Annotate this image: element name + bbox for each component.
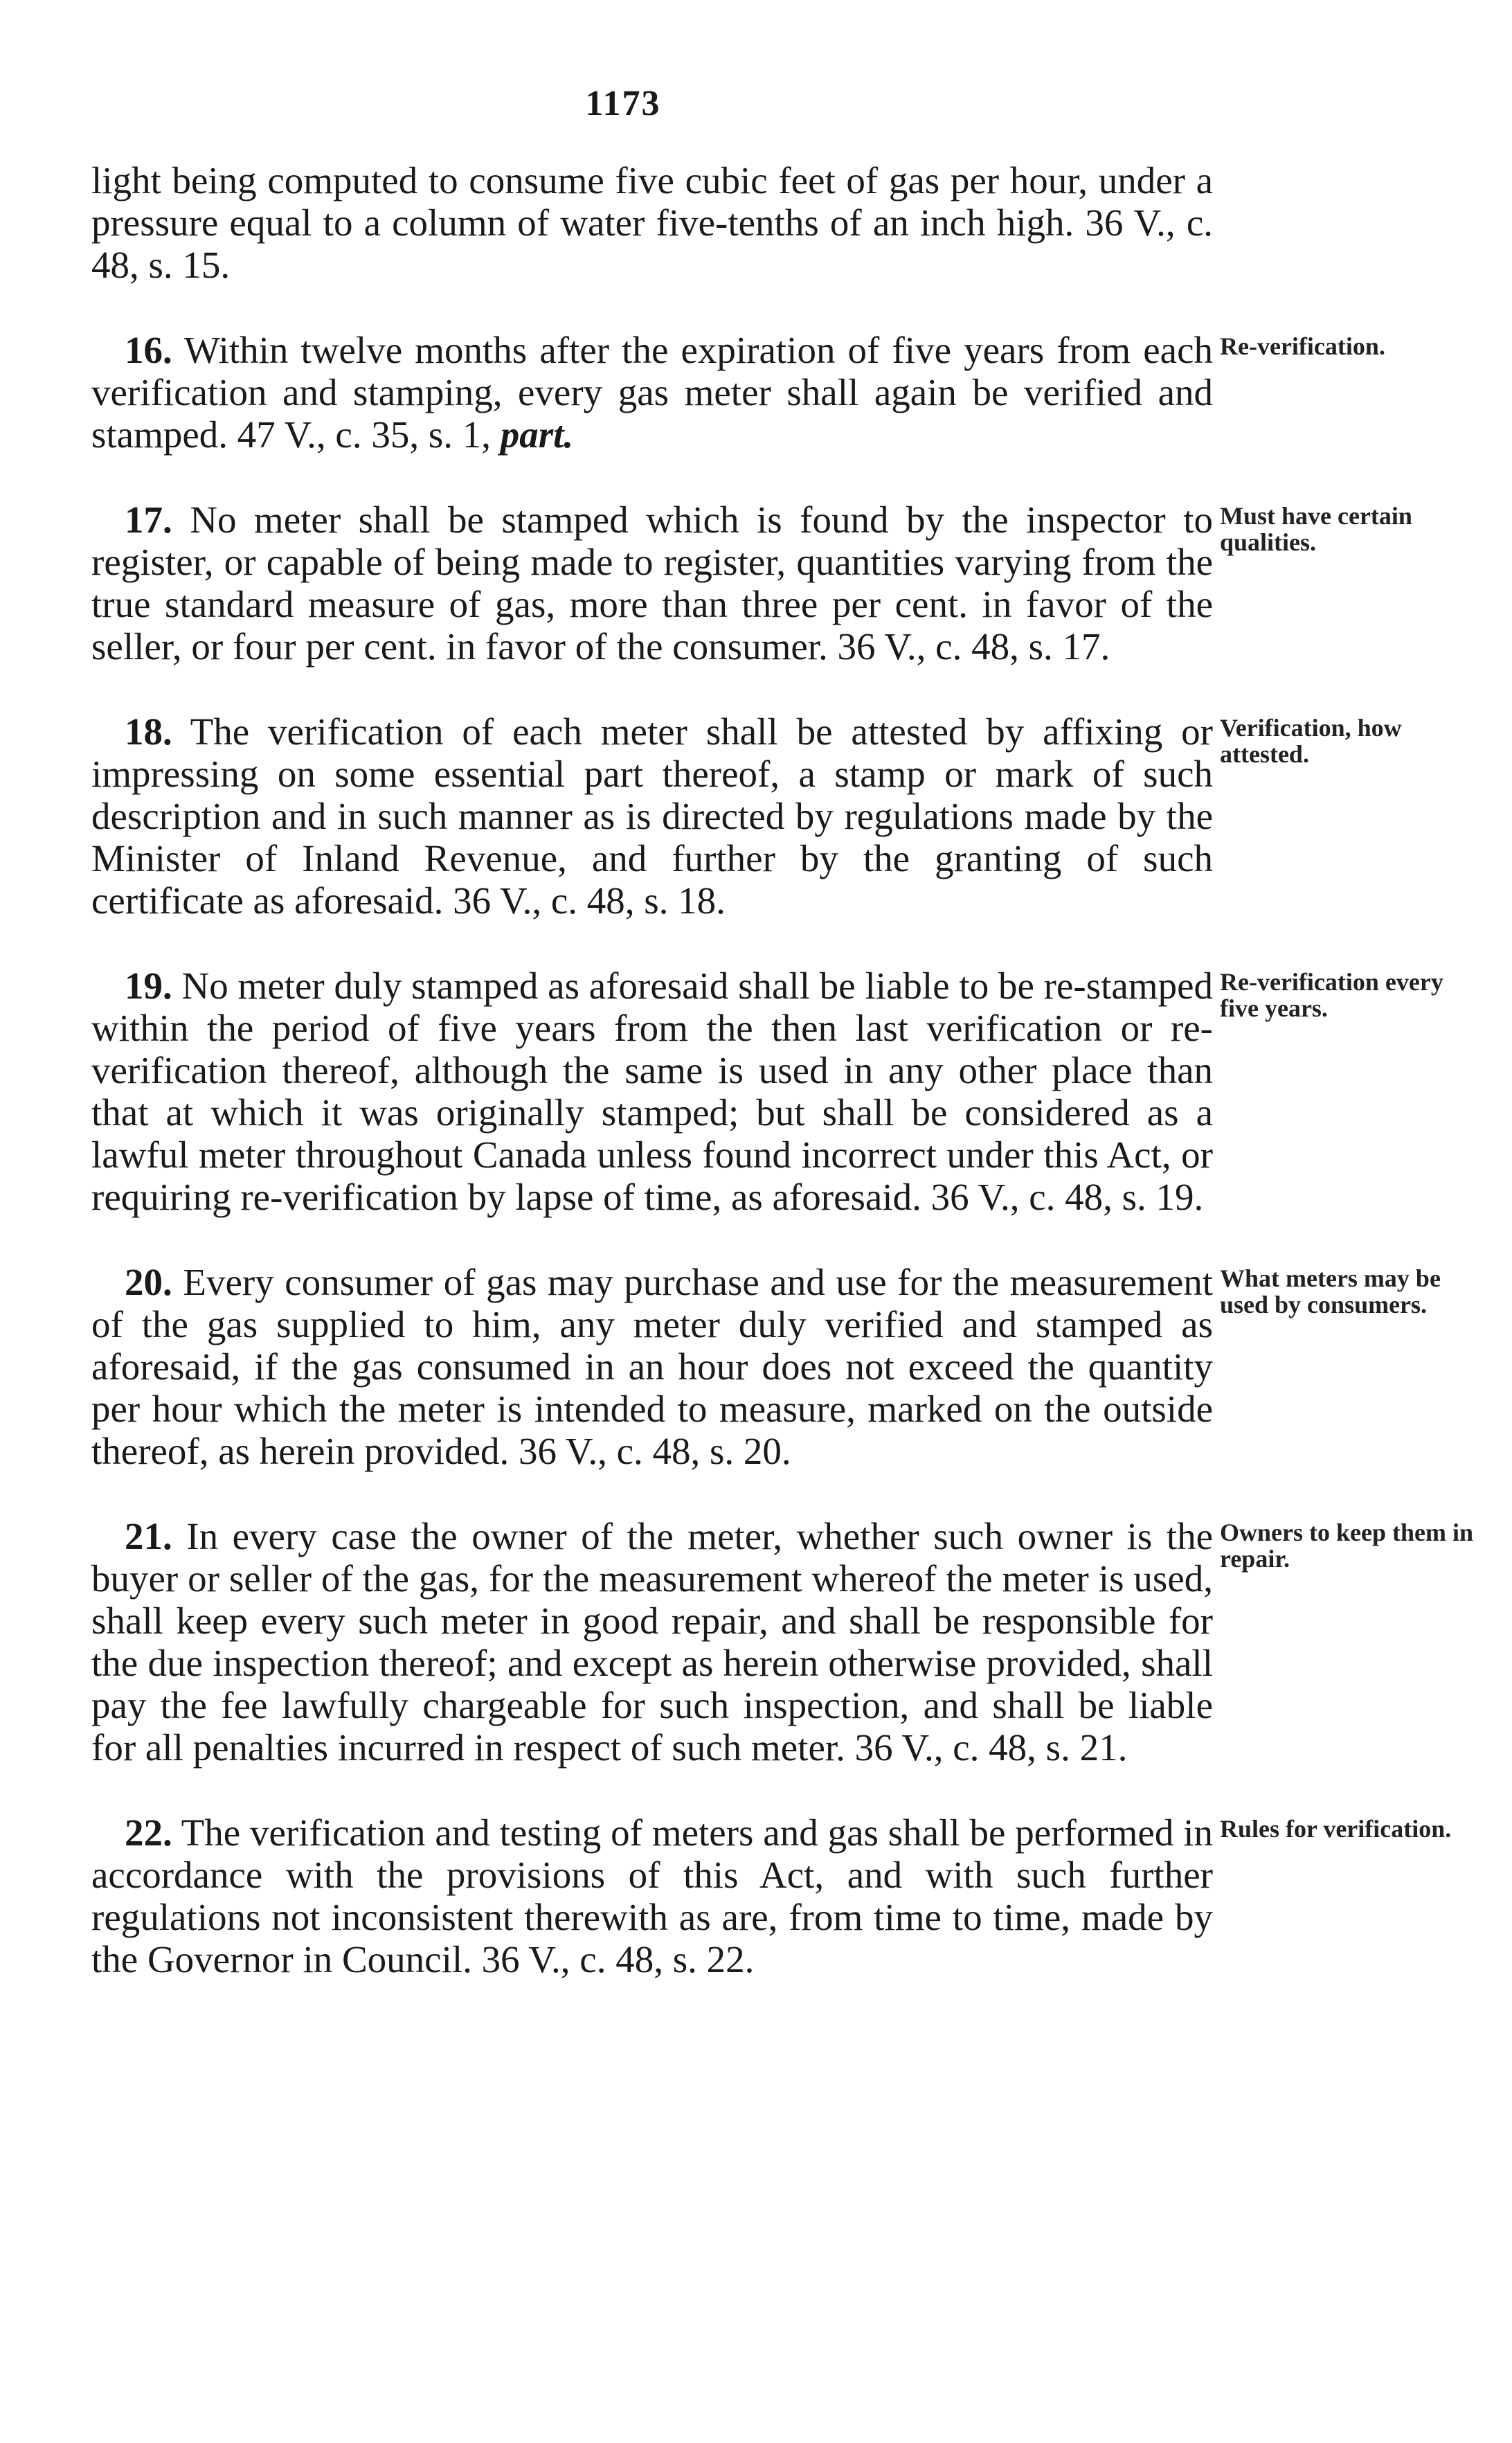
section-16-tail: part.: [500, 413, 574, 456]
section-19-number: 19.: [125, 965, 172, 1007]
page-number: 1173: [585, 84, 661, 123]
section-17-text: [91, 499, 1213, 668]
section-20-number: 20.: [125, 1261, 172, 1303]
section-20-body: Every consumer of gas may purchase and use for the measurement of the gas supplied to him, any meter duly verified and stamped as aforesaid, if the gas consumed in an hour does not exceed the quantity per hour which the meter is intended to measure, marked on the outside thereof, as herein provided. 36 V., c. 48, s. 20.: [91, 1261, 1214, 1472]
margin-note-17: Must have certain qualities.: [1220, 502, 1412, 556]
section-16-number: 16.: [125, 329, 172, 371]
margin-note-16: Re-verification.: [1220, 332, 1385, 360]
statute-text-column: [91, 159, 1473, 1980]
section-17: [91, 499, 1412, 668]
section-17-number: 17.: [125, 499, 172, 541]
opening-text: light being computed to consume five cubic feet of gas per hour, under a pressure equal to a column of water five-tenths of an inch high. 36 V., c. 48, s. 15.: [91, 159, 1213, 286]
margin-note-21: Owners to keep them in repair.: [1220, 1519, 1473, 1573]
section-16-body: Within twelve months after the expiration of five years from each verification and stamping, every gas meter shall again be verified and stamped. 47 V., c. 35, s. 1,: [91, 329, 1213, 456]
section-21: [91, 1515, 1473, 1769]
section-19-text: [91, 965, 1213, 1218]
section-16: [91, 329, 1385, 456]
margin-note-18: Verification, how attested.: [1220, 714, 1402, 768]
section-16-text: [91, 329, 1213, 456]
section-18-number: 18.: [125, 710, 172, 753]
section-22-number: 22.: [125, 1811, 172, 1854]
section-21-text: [91, 1515, 1213, 1769]
section-17-body: No meter shall be stamped which is found by the inspector to register, or capable of being made to register, quantities varying from the true standard measure of gas, more than three per cent. in favor of the seller, or four per cent. in favor of the consumer. 36 V., c. 48, s. 17.: [91, 499, 1213, 668]
section-20-text: [91, 1261, 1213, 1472]
margin-note-20: What meters may be used by consumers.: [1220, 1264, 1441, 1318]
section-19-body: No meter duly stamped as aforesaid shall be liable to be re-stamped within the period of five years from the then last verification or re-verification thereof, although the same is used in any other place than that at which it was originally stamped; but shall be considered as a lawful meter throughout Canada unless found incorrect under this Act, or requiring re-verification by lapse of time, as aforesaid. 36 V., c. 48, s. 19.: [91, 965, 1214, 1218]
margin-note-22: Rules for verification.: [1220, 1815, 1452, 1843]
margin-note-19: Re-verification every five years.: [1220, 968, 1443, 1022]
section-22-text: [91, 1811, 1213, 1980]
section-18-text: [91, 710, 1213, 922]
section-19: [91, 965, 1443, 1218]
section-21-number: 21.: [125, 1515, 172, 1557]
section-20: [91, 1261, 1441, 1472]
section-18-body: The verification of each meter shall be attested by affixing or impressing on some essential part thereof, a stamp or mark of such description and in such manner as is directed by regulations made by the Minister of Inland Revenue, and further by the granting of such certificate as aforesaid. 36 V., c. 48, s. 18.: [91, 710, 1213, 922]
section-18: [91, 710, 1402, 922]
section-21-body: In every case the owner of the meter, whether such owner is the buyer or seller of the gas, for the measurement whereof the meter is used, shall keep every such meter in good repair, and shall be responsible for the due inspection thereof; and except as herein otherwise provided, shall pay the fee lawfully chargeable for such inspection, and shall be liable for all penalties incurred in respect of such meter. 36 V., c. 48, s. 21.: [91, 1515, 1214, 1769]
opening-paragraph: [91, 159, 1213, 286]
section-22: [91, 1811, 1452, 1980]
section-22-body: The verification and testing of meters and gas shall be performed in accordance with the provisions of this Act, and with such further regulations not inconsistent therewith as are, from time to time, made by the Governor in Council. 36 V., c. 48, s. 22.: [91, 1811, 1213, 1980]
